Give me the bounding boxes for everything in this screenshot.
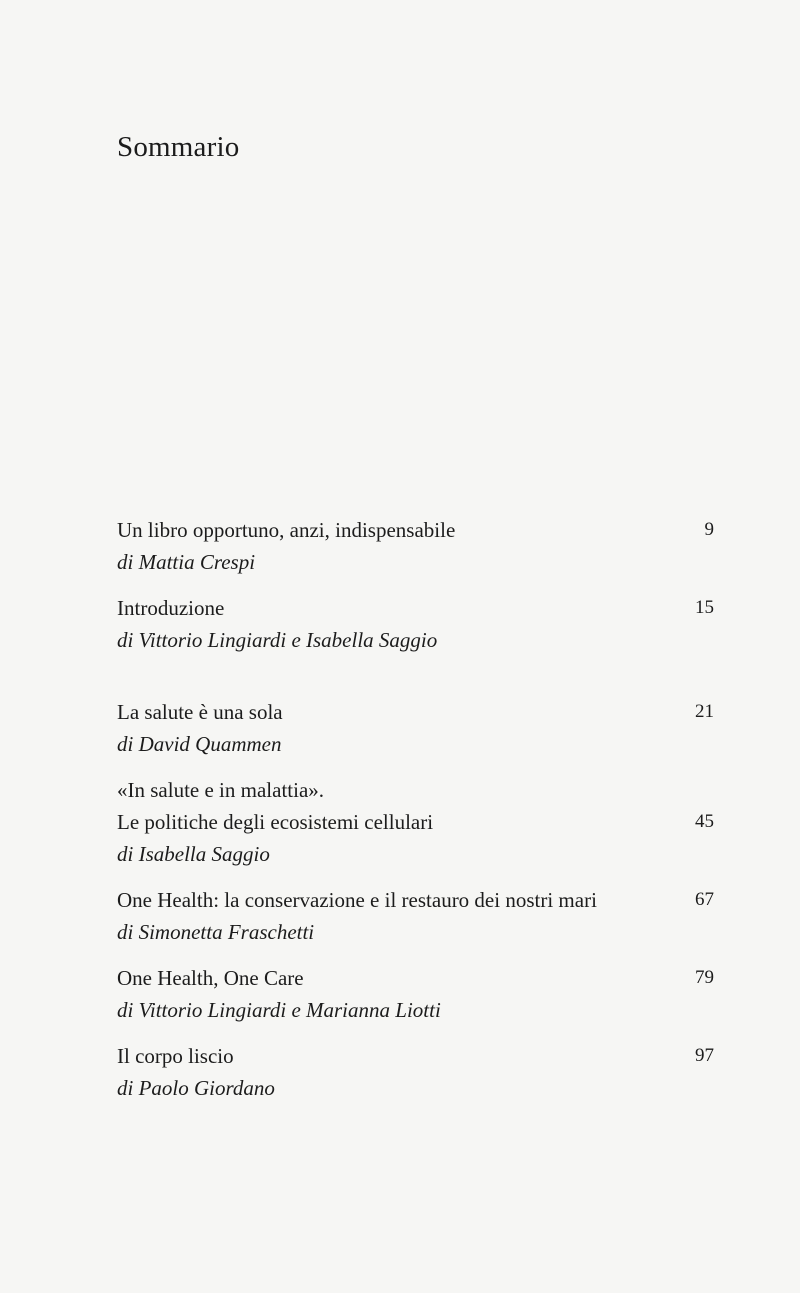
entry-author: di Isabella Saggio — [117, 842, 270, 866]
entry-page-number: 21 — [695, 701, 714, 722]
toc-entry — [117, 962, 717, 1026]
toc-entry — [117, 696, 717, 760]
entry-title: Il corpo liscio — [117, 1044, 234, 1068]
toc-entry — [117, 884, 717, 948]
toc-entry — [117, 592, 717, 656]
page-title: Sommario — [117, 131, 240, 163]
entry-title-continuation: Le politiche degli ecosistemi cellulari — [117, 810, 434, 834]
entry-title: One Health: la conservazione e il restauro dei nostri mari — [117, 888, 597, 912]
entry-page-number: 15 — [695, 597, 714, 618]
toc-entry — [117, 1040, 717, 1104]
toc-entry — [117, 514, 717, 578]
entry-page-number: 97 — [695, 1045, 714, 1066]
entry-author: di Vittorio Lingiardi e Marianna Liotti — [117, 998, 441, 1022]
entry-page-number: 67 — [695, 889, 714, 910]
entry-page-number: 79 — [695, 967, 714, 988]
entry-title: Introduzione — [117, 596, 225, 620]
table-of-contents — [117, 514, 717, 1118]
entry-page-number: 45 — [695, 811, 714, 832]
toc-entry — [117, 774, 717, 870]
entry-author: di Paolo Giordano — [117, 1076, 275, 1100]
entry-author: di Simonetta Fraschetti — [117, 920, 315, 944]
entry-title: One Health, One Care — [117, 966, 304, 990]
entry-author: di Vittorio Lingiardi e Isabella Saggio — [117, 628, 438, 652]
entry-title: «In salute e in malattia». — [117, 778, 325, 802]
entry-author: di David Quammen — [117, 732, 282, 756]
entry-title: Un libro opportuno, anzi, indispensabile — [117, 518, 456, 542]
entry-author: di Mattia Crespi — [117, 550, 256, 574]
entry-title: La salute è una sola — [117, 700, 283, 724]
entry-page-number: 9 — [704, 519, 714, 540]
